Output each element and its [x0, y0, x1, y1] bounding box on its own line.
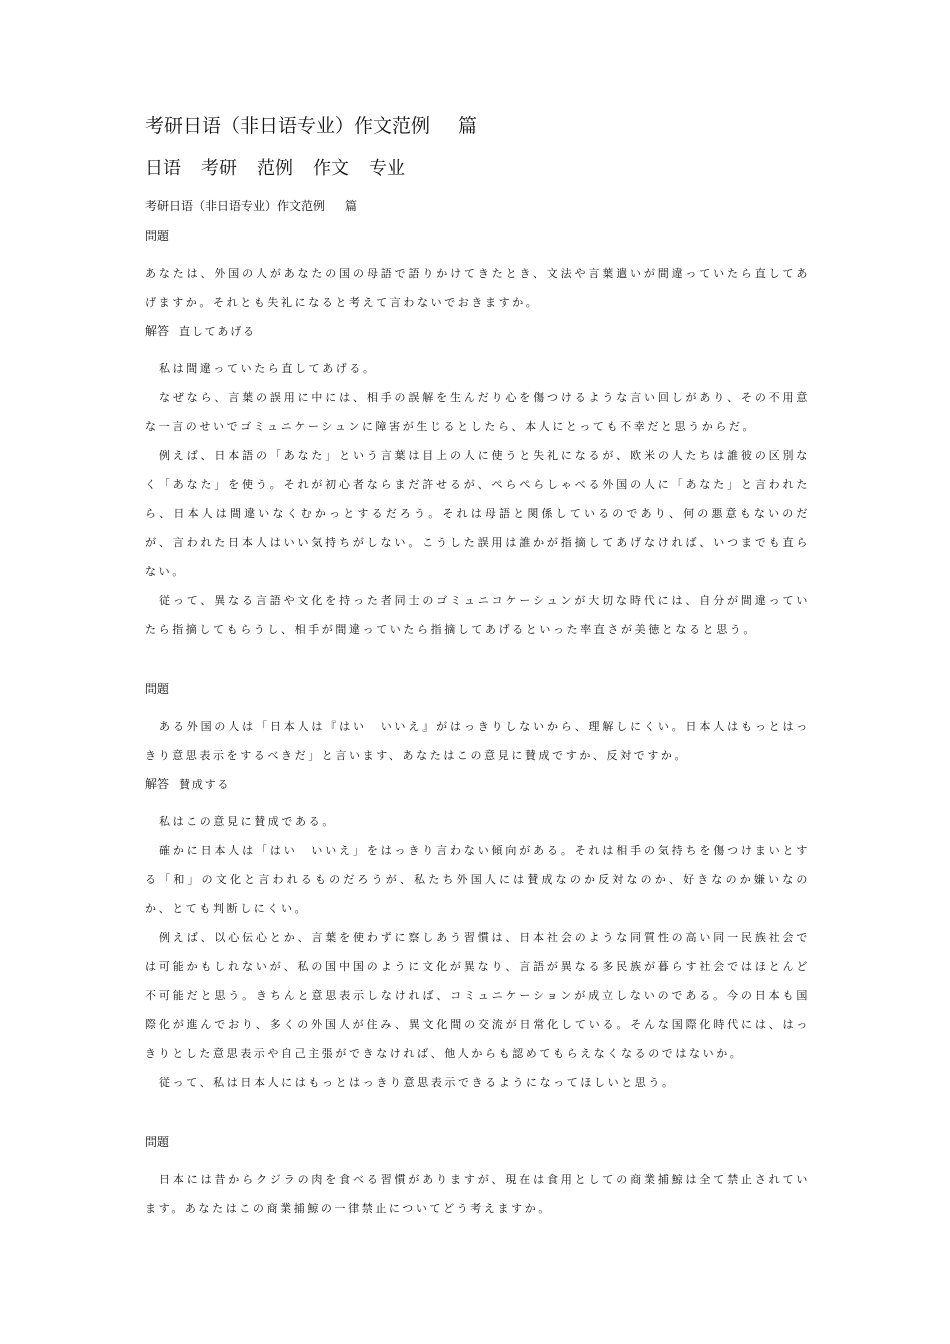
- answer-label: 解答: [145, 777, 170, 791]
- question-label: 問題: [145, 1135, 170, 1149]
- essay-paragraph: 従って、私は日本人にはもっとはっきり意思表示できるようになってほしいと思う。: [159, 1076, 676, 1089]
- essay-paragraph: なぜなら、言葉の誤用に中には、相手の誤解を生んだり心を傷つけるような言い回しがあり、その不用意な一言のせいでゴミュニケーシュンに障害が生じるとしたら、本人にとっても不幸だと思うからだ。: [145, 391, 810, 433]
- essay-section-3: [145, 1134, 810, 1223]
- keyword: 范例: [257, 158, 293, 179]
- answer-label: 解答: [145, 324, 170, 338]
- answer-line: [145, 323, 810, 340]
- essay-paragraph: 私は間違っていたら直してあげる。: [159, 362, 377, 375]
- title-suffix: 篇: [458, 115, 478, 137]
- essay-section-2: [145, 681, 810, 1097]
- repeated-title-suffix: 篇: [345, 199, 358, 213]
- answer-value: 直してあげる: [179, 325, 256, 338]
- question-label: 問題: [145, 229, 170, 243]
- question-text: あなたは、外国の人があなたの国の母語で語りかけてきたとき、文法や言葉遣いが間違っていたら直してあげますか。それとも失礼になると考えて言わないでおきますか。: [145, 267, 810, 309]
- keyword-line: [145, 157, 810, 181]
- keyword: 考研: [201, 158, 237, 179]
- keyword: 作文: [313, 158, 349, 179]
- essay-paragraph: 例えば、日本語の「あなた」という言葉は目上の人に使うと失礼になるが、欧米の人たちは誰彼の区別なく「あなた」を使う。それが初心者ならまだ許せるが、ぺらぺらしゃべる外国の人に「あなた」と言われたら、日本人は間違いなくむかっとするだろう。それは母語と関係しているのであり、何の悪意もないのだが、言われた日本人はいい気持ちがしない。こうした誤用は誰かが指摘してあげなければ、いつまでも直らない。: [145, 449, 810, 578]
- essay-paragraph: 確かに日本人は「はい いいえ」をはっきり言わない傾向がある。それは相手の気持ちを傷つけまいとする「和」の文化と言われるものだろうが、私たち外国人には賛成なのか反対なのか、好きなのか嫌いなのか、とても判断しにくい。: [145, 844, 810, 915]
- keyword: 专业: [369, 158, 405, 179]
- answer-line: [145, 776, 810, 793]
- question-text: 日本には昔からクジラの肉を食べる習慣がありますが、現在は食用としての商業捕鯨は全て禁止されています。あなたはこの商業捕鯨の一律禁止についてどう考えますか。: [145, 1173, 810, 1215]
- document-title: [145, 114, 810, 138]
- essay-paragraph: 例えば、以心伝心とか、言葉を使わずに察しあう習慣は、日本社会のような同質性の高い同一民族社会では可能かもしれないが、私の国中国のように文化が異なり、言語が異なる多民族が暮らす社会ではほとんど不可能だと思う。きちんと意思表示しなければ、コミュニケーションが成立しないのである。今の日本も国際化が進んでおり、多くの外国人が住み、異文化間の交流が日常化している。そんな国際化時代には、はっきりとした意思表示や自己主張ができなければ、他人からも認めてもらえなくなるのではないか。: [145, 931, 810, 1060]
- question-label: 問題: [145, 682, 170, 696]
- document-page: [145, 114, 810, 1223]
- title-main: 考研日语（非日语专业）作文范例: [145, 115, 431, 137]
- keyword: 日语: [145, 158, 181, 179]
- repeated-title: [145, 198, 810, 214]
- essay-section-1: [145, 228, 810, 644]
- essay-paragraph: 従って、異なる言語や文化を持った者同士のゴミュニコケーシュンが大切な時代には、自分が間違っていたら指摘してもらうし、相手が間違っていたら指摘してあげるといった率直さが美徳となると思う。: [145, 594, 810, 636]
- essay-paragraph: 私はこの意見に賛成である。: [159, 815, 336, 828]
- repeated-title-main: 考研日语（非日语专业）作文范例: [145, 199, 326, 213]
- answer-value: 賛成する: [179, 778, 231, 791]
- question-text: ある外国の人は「日本人は『はい いいえ』がはっきりしないから、理解しにくい。日本人はもっとはっきり意思表示をするべきだ」と言います、あなたはこの意見に賛成ですか、反対ですか。: [145, 720, 810, 762]
